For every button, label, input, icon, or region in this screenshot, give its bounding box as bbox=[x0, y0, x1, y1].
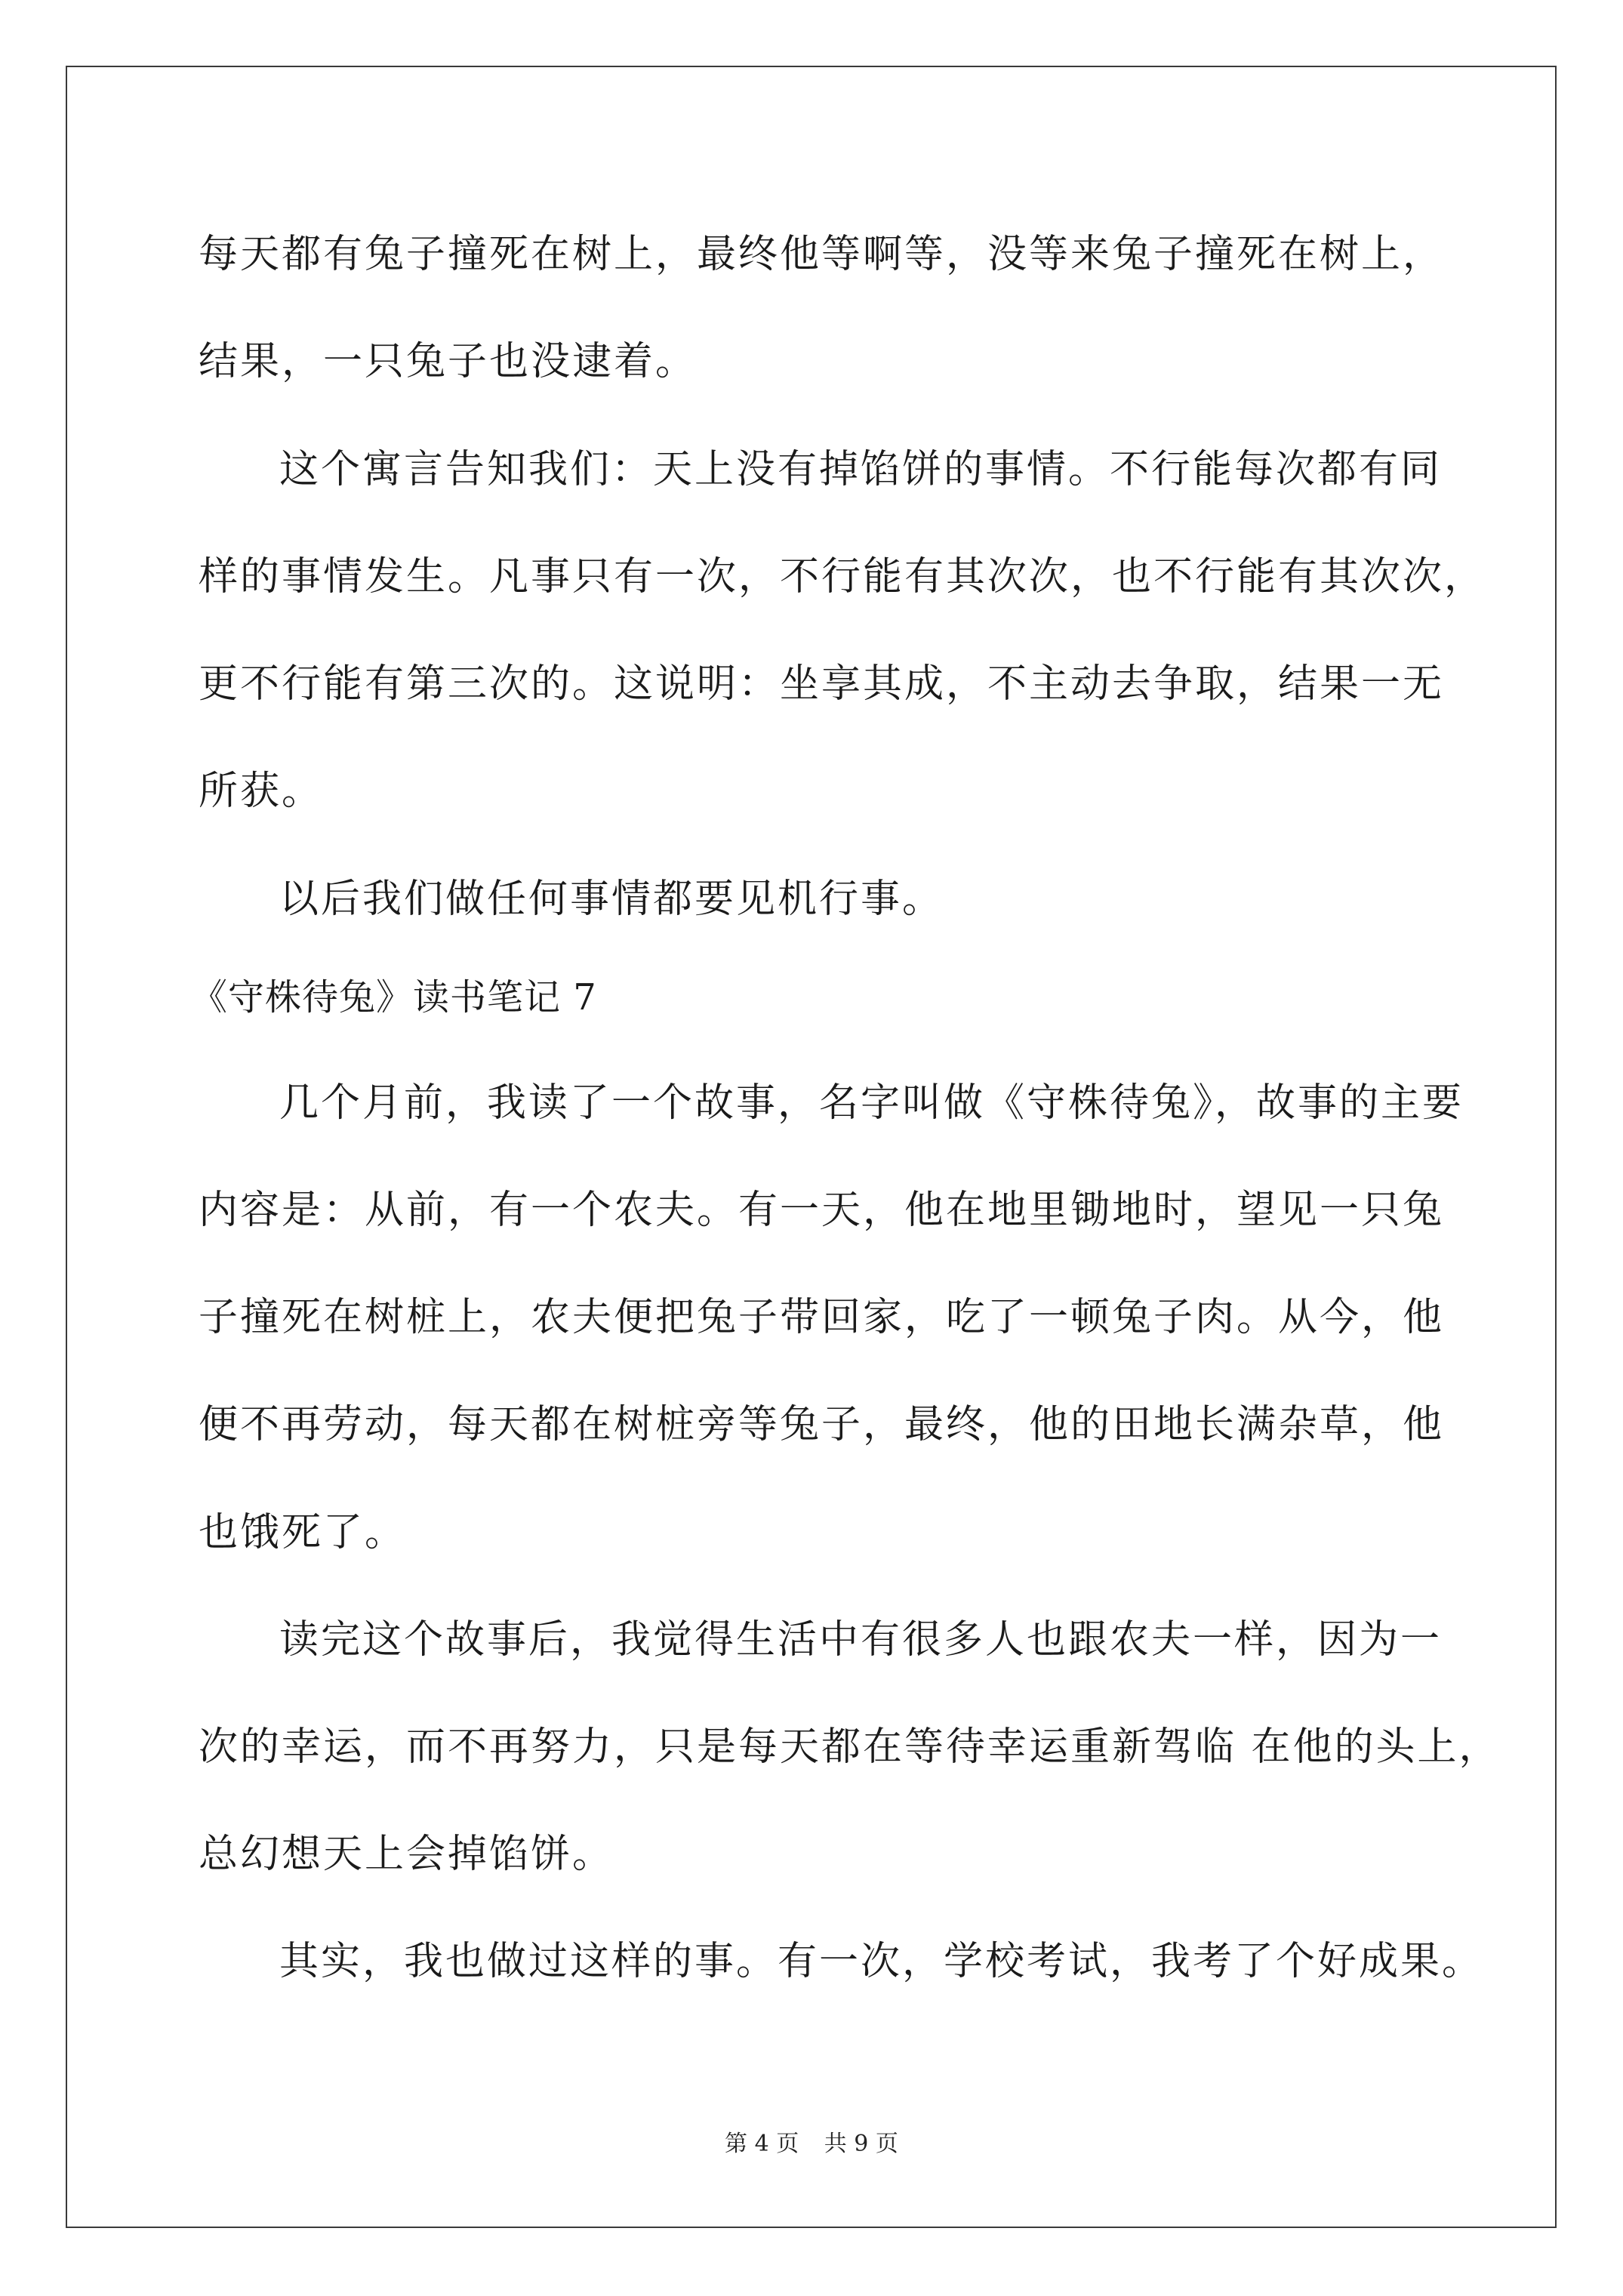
page-border bbox=[66, 66, 1557, 2228]
text-line: 样的事情发生。凡事只有一次，不行能有其次次，也不行能有其次次， bbox=[199, 554, 1486, 599]
text-line: 这个寓言告知我们：天上没有掉馅饼的事情。不行能每次都有同 bbox=[279, 447, 1443, 492]
text-line: 便不再劳动，每天都在树桩旁等兔子，最终，他的田地长满杂草，他 bbox=[199, 1402, 1445, 1447]
text-line: 每天都有兔子撞死在树上，最终他等啊等，没等来兔子撞死在树上， bbox=[199, 232, 1445, 277]
page-total: 共 9 页 bbox=[824, 2131, 898, 2157]
text-line: 以后我们做任何事情都要见机行事。 bbox=[279, 877, 944, 922]
text-line: 读完这个故事后，我觉得生活中有很多人也跟农夫一样，因为一 bbox=[279, 1617, 1443, 1663]
text-line: 结果，一只兔子也没逮着。 bbox=[199, 339, 698, 384]
page-number: 第 4 页 bbox=[725, 2131, 799, 2157]
text-line: 其实，我也做过这样的事。有一次，学校考试，我考了个好成果。 bbox=[279, 1939, 1484, 1984]
text-line: 总幻想天上会掉馅饼。 bbox=[199, 1832, 614, 1877]
text-line: 次的幸运，而不再努力，只是每天都在等待幸运重新驾临 在他的头上， bbox=[199, 1724, 1501, 1770]
text-line: 所获。 bbox=[199, 769, 324, 814]
text-line: 内容是：从前，有一个农夫。有一天，他在地里锄地时，望见一只兔 bbox=[199, 1188, 1445, 1233]
section-heading: 《守株待兔》读书笔记 7 bbox=[191, 976, 597, 1019]
text-line: 子撞死在树桩上，农夫便把兔子带回家，吃了一顿兔子肉。从今，他 bbox=[199, 1295, 1445, 1340]
text-line: 更不行能有第三次的。这说明：坐享其成，不主动去争取，结果一无 bbox=[199, 661, 1445, 707]
page-footer bbox=[0, 2129, 1623, 2159]
text-line: 几个月前，我读了一个故事，名字叫做《守株待兔》，故事的主要 bbox=[279, 1080, 1464, 1126]
text-line: 也饿死了。 bbox=[199, 1510, 407, 1555]
